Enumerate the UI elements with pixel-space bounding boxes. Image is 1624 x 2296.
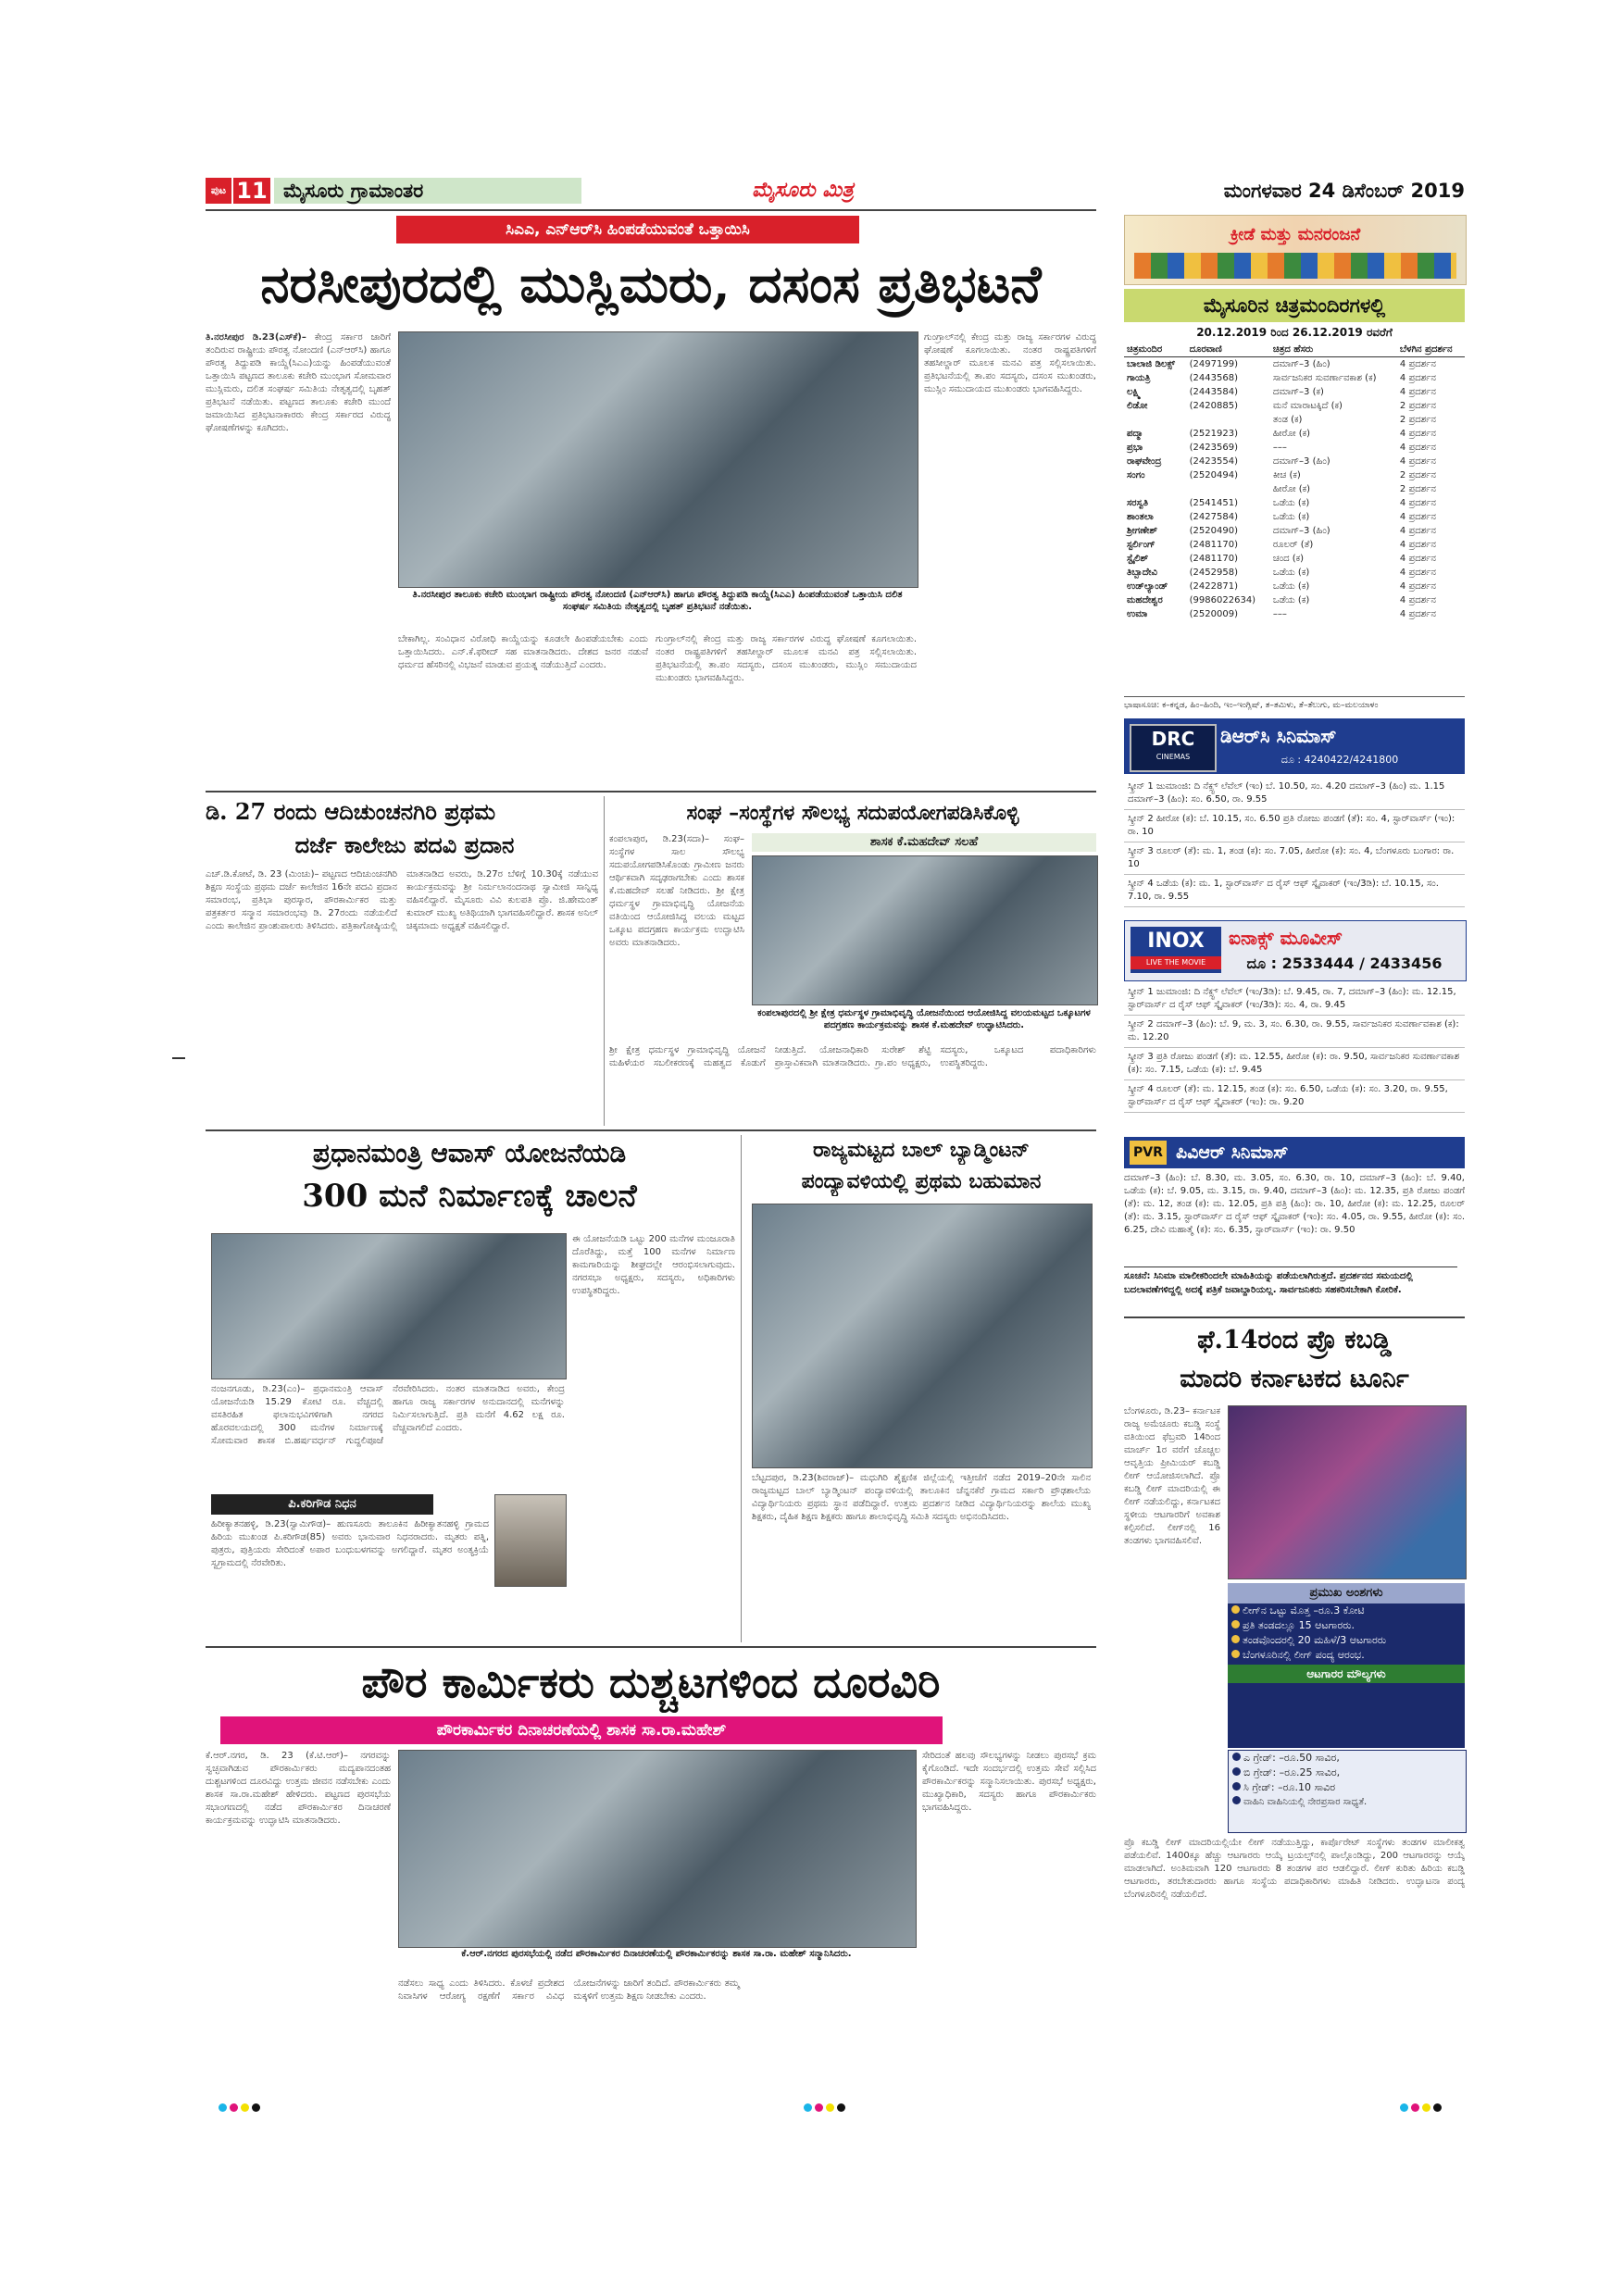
theatre-film: ಒಡೆಯ (ಕ): [1272, 568, 1310, 578]
bullet-icon: [1232, 1753, 1241, 1761]
kabaddi-body: ಬೆಂಗಳೂರು, ಡಿ.23– ಕರ್ನಾಟಕ ರಾಜ್ಯ ಅಮೆಚೂರು ಕಬಡ್ಡಿ ಸಂಸ್ಥೆ ವತಿಯಿಂದ ಫೆಬ್ರವರಿ 14ರಿಂದ ಮಾರ್ಚ್ 1ರ ವರೆಗೆ ಚೊಚ್ಚಲ ಆವೃತ್ತಿಯ ಪ್ರೀಮಿಯರ್ ಕಬಡ್ಡಿ ಲೀಗ್ ಆಯೋಜಿಸಲಾಗಿದೆ. ಪ್ರೊ ಕಬಡ್ಡಿ ಲೀಗ್ ಮಾದರಿಯಲ್ಲಿ ಈ ಲೀಗ್ ನಡೆಯಲಿದ್ದು, ಕರ್ನಾಟಕದ ಸ್ಥಳೀಯ ಆಟಗಾರರಿಗೆ ಅವಕಾಶ ಕಲ್ಪಿಸಲಿದೆ. ಲೀಗ್‌ನಲ್ಲಿ 16 ತಂಡಗಳು ಭಾಗವಹಿಸಲಿವೆ.: [1124, 1406, 1220, 1546]
theatre-row: [1124, 468, 1465, 482]
theatre-shows: 4 ಪ್ರದರ್ಶನ: [1399, 540, 1436, 550]
theatre-shows: 4 ಪ್ರದರ್ಶನ: [1399, 595, 1436, 605]
theatre-shows: 4 ಪ್ರದರ್ಶನ: [1399, 568, 1436, 578]
language-key: ಭಾಷಾಸೂಚಿ: ಕ–ಕನ್ನಡ, ಹಿಂ–ಹಿಂದಿ, ಇಂ–ಇಂಗ್ಲಿಷ್, ತ–ತಮಿಳು, ತೆ–ತೆಲುಗು, ಮ–ಮಲಯಾಳಂ: [1124, 696, 1465, 714]
theatre-shows: 4 ಪ್ರದರ್ಶನ: [1399, 359, 1436, 369]
theatre-shows: 4 ಪ್ರದರ್ಶನ: [1399, 609, 1436, 619]
theatre-row: [1124, 496, 1465, 510]
divider-mid: [206, 1129, 1096, 1131]
college-body: ಎಚ್.ಡಿ.ಕೋಟೆ, ಡಿ. 23 (ಮಿಂಚು)– ಪಟ್ಟಣದ ಆದಿಚುಂಚನಗಿರಿ ಶಿಕ್ಷಣ ಸಂಸ್ಥೆಯ ಪ್ರಥಮ ದರ್ಜೆ ಕಾಲೇಜಿನ 16ನೇ ಪದವಿ ಪ್ರದಾನ ಸಮಾರಂಭ, ಪ್ರತಿಭಾ ಪುರಸ್ಕಾರ, ಪೌರಕಾರ್ಮಿಕರ ಮತ್ತು ಪತ್ರಕರ್ತರ ಸನ್ಮಾನ ಸಮಾರಂಭವು ಡಿ. 27ರಂದು ನಡೆಯಲಿದೆ ಎಂದು ಕಾಲೇಜಿನ ಪ್ರಾಂಶುಪಾಲರು ತಿಳಿಸಿದರು. ಪತ್ರಿಕಾಗೋಷ್ಠಿಯಲ್ಲಿ ಮಾತನಾಡಿದ ಅವರು, ಡಿ.27ರ ಬೆಳಿಗ್ಗೆ 10.30ಕ್ಕೆ ನಡೆಯುವ ಕಾರ್ಯಕ್ರಮವನ್ನು ಶ್ರೀ ನಿರ್ಮಲಾನಂದನಾಥ ಸ್ವಾಮೀಜಿ ಸಾನ್ನಿಧ್ಯ ವಹಿಸಲಿದ್ದಾರೆ. ಮೈಸೂರು ವಿವಿ ಕುಲಪತಿ ಪ್ರೊ. ಜಿ.ಹೇಮಂತ್ ಕುಮಾರ್ ಮುಖ್ಯ ಅತಿಥಿಯಾಗಿ ಭಾಗವಹಿಸಲಿದ್ದಾರೆ. ಶಾಸಕ ಅನಿಲ್ ಚಿಕ್ಕಮಾದು ಅಧ್ಯಕ್ಷತೆ ವಹಿಸಲಿದ್ದಾರೆ.: [206, 869, 598, 931]
ball-body: ಬೆಟ್ಟದಪುರ, ಡಿ.23(ಶಿವರಾಜ್)– ಮಧುಗಿರಿ ಶೈಕ್ಷಣಿಕ ಜಿಲ್ಲೆಯಲ್ಲಿ ಇತ್ತೀಚೆಗೆ ನಡೆದ 2019–20ನೇ ಸಾಲಿನ ರಾಜ್ಯಮಟ್ಟದ ಬಾಲ್ ಬ್ಯಾಡ್ಮಿಂಟನ್ ಪಂದ್ಯಾವಳಿಯಲ್ಲಿ ತಾಲೂಕಿನ ಚೆನ್ನನಕೆರೆ ಗ್ರಾಮದ ಸರ್ಕಾರಿ ಪ್ರೌಢಶಾಲೆಯ ವಿದ್ಯಾರ್ಥಿನಿಯರು ಪ್ರಥಮ ಸ್ಥಾನ ಪಡೆದಿದ್ದಾರೆ. ಉತ್ತಮ ಪ್ರದರ್ಶನ ನೀಡಿದ ವಿದ್ಯಾರ್ಥಿನಿಯರನ್ನು ಶಾಲೆಯ ಮುಖ್ಯ ಶಿಕ್ಷಕರು, ದೈಹಿಕ ಶಿಕ್ಷಣ ಶಿಕ್ಷಕರು ಹಾಗೂ ಶಾಲಾಭಿವೃದ್ಧಿ ಸಮಿತಿ ಸದಸ್ಯರು ಅಭಿನಂದಿಸಿದರು.: [752, 1473, 1091, 1522]
kabaddi-headline-1: ಫೆ.14ರಂದ ಪ್ರೊ ಕಬಡ್ಡಿ: [1197, 1326, 1392, 1354]
obituary-photo: [494, 1494, 567, 1587]
inox-logo-sub: LIVE THE MOVIE: [1131, 956, 1221, 969]
col-film: ಚಿತ್ರದ ಹೆಸರು: [1270, 343, 1397, 357]
theatre-phone: (2420885): [1189, 401, 1238, 411]
sangha-photo-caption: ಕಂಪಲಾಪುರದಲ್ಲಿ ಶ್ರೀ ಕ್ಷೇತ್ರ ಧರ್ಮಸ್ಥಳ ಗ್ರಾಮಾಭಿವೃದ್ಧಿ ಯೋಜನೆಯಿಂದ ಆಯೋಜಿಸಿದ್ದ ವಲಯಮಟ್ಟದ ಒಕ್ಕೂಟಗಳ ಪದಗ್ರಹಣ ಕಾರ್ಯಕ್ರಮವನ್ನು ಶಾಸಕ ಕೆ.ಮಹದೇವ್ ಉದ್ಘಾಟಿಸಿದರು.: [757, 1008, 1091, 1030]
theatre-row: [1124, 357, 1465, 372]
theatre-shows: 4 ಪ್ರದರ್ಶನ: [1399, 429, 1436, 439]
college-headline-2: ದರ್ಜೆ ಕಾಲೇಜು ಪದವಿ ಪ್ರದಾನ: [294, 831, 515, 858]
theatre-shows: 4 ಪ್ರದರ್ಶನ: [1399, 456, 1436, 467]
theatre-name: ಬಾಲಾಜಿ ಡಿಲಕ್ಸ್: [1127, 359, 1176, 369]
magenta-dot-icon: [230, 2103, 238, 2112]
caa-photo: [398, 331, 918, 588]
col-shows: ಬೆಳಗಿನ ಪ್ರದರ್ಶನ: [1397, 343, 1465, 357]
masthead-rule: [206, 209, 1096, 211]
kabaddi-body-2: ಪ್ರೊ ಕಬಡ್ಡಿ ಲೀಗ್ ಮಾದರಿಯಲ್ಲಿಯೇ ಲೀಗ್ ನಡೆಯುತ್ತಿದ್ದು, ಕಾರ್ಪೊರೇಟ್ ಸಂಸ್ಥೆಗಳು ತಂಡಗಳ ಮಾಲೀಕತ್ವ ಪಡೆಯಲಿವೆ. 1400ಕ್ಕೂ ಹೆಚ್ಚು ಆಟಗಾರರು ಆಯ್ಕೆ ಟ್ರಯಲ್ಸ್‌ನಲ್ಲಿ ಪಾಲ್ಗೊಂಡಿದ್ದು, 200 ಆಟಗಾರರನ್ನು ಆಯ್ಕೆ ಮಾಡಲಾಗಿದೆ. ಅಂತಿಮವಾಗಿ 120 ಆಟಗಾರರು 8 ತಂಡಗಳ ಪರ ಆಡಲಿದ್ದಾರೆ. ಲೀಗ್ ಕುರಿತು ಹಿರಿಯ ಕಬಡ್ಡಿ ಆಟಗಾರರು, ತರಬೇತುದಾರರು ಹಾಗೂ ಸಂಸ್ಥೆಯ ಪದಾಧಿಕಾರಿಗಳು ಮಾಹಿತಿ ನೀಡಿದರು. ಉದ್ಘಾಟನಾ ಪಂದ್ಯ ಬೆಂಗಳೂರಿನಲ್ಲಿ ನಡೆಯಲಿದೆ.: [1124, 1838, 1465, 1900]
theatre-name: ಶ್ರೀಗಣೇಶ್: [1127, 526, 1158, 536]
prize-4: [1229, 1795, 1466, 1810]
theatre-row: [1124, 413, 1465, 427]
theatre-name: ಶಾಂತಲಾ: [1127, 512, 1154, 522]
theatre-shows: 2 ಪ್ರದರ್ಶನ: [1399, 401, 1436, 411]
theatre-row: [1124, 371, 1465, 385]
inox-header: [1124, 920, 1467, 981]
sangha-subhead: ಶಾಸಕ ಕೆ.ಮಹದೇವ್ ಸಲಹೆ: [752, 833, 1096, 852]
theatre-row: [1124, 538, 1465, 552]
theatre-row: [1124, 399, 1465, 413]
sports-banner-title: ಕ್ರೀಡೆ ಮತ್ತು ಮನರಂಜನೆ: [1230, 225, 1361, 244]
theatre-name: [1124, 482, 1187, 496]
cyan-dot-icon: [219, 2103, 227, 2112]
caa-photo-caption: ತಿ.ನರಸೀಪುರ ತಾಲೂಕು ಕಚೇರಿ ಮುಂಭಾಗ ರಾಷ್ಟ್ರೀಯ ಪೌರತ್ವ ನೋಂದಣಿ (ಎನ್‌ಆರ್‌ಸಿ) ಹಾಗೂ ಪೌರತ್ವ ತಿದ್ದುಪಡಿ ಕಾಯ್ದೆ(ಸಿಎಎ) ಹಿಂಪಡೆಯುವಂತೆ ಒತ್ತಾಯಿಸಿ ದಲಿತ ಸಂಘರ್ಷ ಸಮಿತಿಯ ನೇತೃತ್ವದಲ್ಲಿ ಬೃಹತ್ ಪ್ರತಿಭಟನೆ ನಡೆಯಿತು.: [412, 590, 903, 612]
theatre-phone: (2520494): [1189, 470, 1238, 480]
inox-phone: ದೂ : 2533444 / 2433456: [1246, 955, 1443, 972]
cyan-dot-icon: [804, 2103, 812, 2112]
sports-figures-strip: [1134, 253, 1456, 279]
black-dot-icon: [252, 2103, 260, 2112]
kabaddi-highlights-box: [1228, 1583, 1465, 1748]
highlight-1-text: ಲೀಗ್‌ನ ಒಟ್ಟು ಮೊತ್ತ –ರೂ.3 ಕೋಟಿ: [1243, 1604, 1365, 1616]
theatre-phone: (2497199): [1189, 359, 1238, 369]
theatre-name: ಸ್ಟರ್ಲಿಂಗ್: [1127, 540, 1156, 550]
page-number: 11: [233, 178, 270, 204]
drc-logo-text: DRC: [1151, 728, 1195, 750]
theatre-film: –––: [1272, 609, 1287, 619]
prize-1: [1229, 1751, 1466, 1766]
prize-1-text: ಎ ಗ್ರೇಡ್: –ರೂ.50 ಸಾವಿರ,: [1243, 1752, 1340, 1764]
theatre-phone: (2452958): [1189, 568, 1238, 578]
inox-screen-4: ಸ್ಕ್ರೀನ್ 4 ರೂಲರ್ (ತೆ): ಮ. 12.15, ತಂಡ (ಕ): ಸಂ. 6.50, ಒಡೆಯ (ಕ): ಸಂ. 3.20, ರಾ. 9.55, ಸ್ಟಾರ್‌ವಾರ್ಸ್ ದ ರೈಸ್ ಆಫ್ ಸ್ಕೈವಾಕರ್ (ಇಂ): ರಾ. 9.20: [1124, 1080, 1465, 1113]
theatre-shows: 4 ಪ್ರದರ್ಶನ: [1399, 554, 1436, 564]
theatre-table: [1124, 343, 1465, 621]
bullet-icon: [1232, 1782, 1241, 1791]
theatre-name: ಸರಸ್ವತಿ: [1127, 498, 1148, 508]
magenta-dot-icon: [1411, 2103, 1419, 2112]
bullet-icon: [1231, 1635, 1240, 1643]
caa-body-mid2: ಗುಂಗ್ರಾಲ್‌ನಲ್ಲಿ ಕೇಂದ್ರ ಮತ್ತು ರಾಜ್ಯ ಸರ್ಕಾರಗಳ ವಿರುದ್ಧ ಘೋಷಣೆ ಕೂಗಲಾಯಿತು. ನಂತರ ರಾಷ್ಟ್ರಪತಿಗಳಿಗೆ ತಹಸೀಲ್ದಾರ್ ಮೂಲಕ ಮನವಿ ಪತ್ರ ಸಲ್ಲಿಸಲಾಯಿತು. ಪ್ರತಿಭಟನೆಯಲ್ಲಿ ತಾ.ಪಂ ಸದಸ್ಯರು, ದಸಂಸ ಮುಖಂಡರು, ಮುಸ್ಲಿಂ ಸಮುದಾಯದ ಮುಖಂಡರು ಭಾಗವಹಿಸಿದ್ದರು.: [656, 634, 917, 683]
highlight-4-text: ಬೆಂಗಳೂರಿನಲ್ಲಿ ಲೀಗ್ ಪಂದ್ಯ ಆರಂಭ.: [1243, 1649, 1365, 1661]
drc-logo-sub: CINEMAS: [1156, 753, 1191, 761]
paura-photo-caption: ಕೆ.ಆರ್.ನಗರದ ಪುರಸಭೆಯಲ್ಲಿ ನಡೆದ ಪೌರಕಾರ್ಮಿಕರ ದಿನಾಚರಣೆಯಲ್ಲಿ ಪೌರಕಾರ್ಮಿಕರನ್ನು ಶಾಸಕ ಸಾ.ರಾ. ಮಹೇಶ್ ಸನ್ಮಾನಿಸಿದರು.: [461, 1949, 852, 1959]
prize-3-text: ಸಿ ಗ್ರೇಡ್: –ರೂ.10 ಸಾವಿರ: [1243, 1781, 1336, 1793]
theatre-film: –––: [1272, 443, 1287, 453]
theatre-name: ಪದ್ಮಾ: [1127, 429, 1143, 439]
theatre-title: ಮೈಸೂರಿನ ಚಿತ್ರಮಂದಿರಗಳಲ್ಲಿ: [1124, 289, 1465, 322]
sangha-photo: [752, 855, 1098, 1005]
drc-screen-2: ಸ್ಕ್ರೀನ್ 2 ಹೀರೋ (ಕ): ಬೆ. 10.15, ಸಂ. 6.50 ಪ್ರತಿ ರೋಜು ಪಂಡಗೆ (ತೆ): ಸಂ. 4, ಸ್ಟಾರ್‌ವಾರ್ಸ್ (ಇಂ): ರಾ. 10: [1124, 810, 1465, 842]
inox-logo-text: INOX: [1147, 930, 1205, 953]
bullet-icon: [1232, 1767, 1241, 1776]
caa-body-right: ಗುಂಗ್ರಾಲ್‌ನಲ್ಲಿ ಕೇಂದ್ರ ಮತ್ತು ರಾಜ್ಯ ಸರ್ಕಾರಗಳ ವಿರುದ್ಧ ಘೋಷಣೆ ಕೂಗಲಾಯಿತು. ನಂತರ ರಾಷ್ಟ್ರಪತಿಗಳಿಗೆ ತಹಸೀಲ್ದಾರ್ ಮೂಲಕ ಮನವಿ ಪತ್ರ ಸಲ್ಲಿಸಲಾಯಿತು. ಪ್ರತಿಭಟನೆಯಲ್ಲಿ ತಾ.ಪಂ ಸದಸ್ಯರು, ದಸಂಸ ಮುಖಂಡರು, ಮುಸ್ಲಿಂ ಸಮುದಾಯದ ಮುಖಂಡರು ಭಾಗವಹಿಸಿದ್ದರು.: [924, 332, 1096, 394]
theatre-row: [1124, 593, 1465, 607]
highlight-4: [1228, 1648, 1465, 1663]
bullet-icon: [1231, 1650, 1240, 1658]
caa-dateline: ತಿ.ನರಸೀಪುರ ಡಿ.23(ಎಸ್‌ಕೆ)–: [206, 332, 306, 343]
theatre-name: ಲಿಡೋ: [1127, 401, 1148, 411]
theatre-film: ಒಡೆಯ (ಕ): [1272, 595, 1310, 605]
theatre-phone: (2520009): [1189, 609, 1238, 619]
divider-kabaddi: [1124, 1316, 1465, 1318]
inox-screen-1: ಸ್ಕ್ರೀನ್ 1 ಜುಮಾಂಜಿ: ದಿ ನೆಕ್ಸ್ಟ್ ಲೆವೆಲ್ (ಇಂ/3ಡಿ): ಬೆ. 9.45, ರಾ. 7, ದಮಾಗ್–3 (ಹಿಂ): ಮ. 12.15, ಸ್ಟಾರ್‌ವಾರ್ಸ್ ದ ರೈಸ್ ಆಫ್ ಸ್ಕೈವಾಕರ್ (ಇಂ/3ಡಿ): ಸಂ. 4, ರಾ. 9.45: [1124, 983, 1465, 1016]
bullet-icon: [1231, 1605, 1240, 1614]
prize-4-text: ವಾಹಿನಿ ವಾಹಿನಿಯಲ್ಲಿ ನೇರಪ್ರಸಾರ ಸಾಧ್ಯತೆ.: [1243, 1797, 1368, 1807]
theatre-shows: 4 ಪ್ರದರ್ಶನ: [1399, 443, 1436, 453]
black-dot-icon: [1433, 2103, 1442, 2112]
theatre-name: [1124, 413, 1187, 427]
paura-body-right: ಸೇರಿದಂತೆ ಹಲವು ಸೌಲಭ್ಯಗಳನ್ನು ನೀಡಲು ಪುರಸಭೆ ಕ್ರಮ ಕೈಗೊಂಡಿದೆ. ಇದೇ ಸಂದರ್ಭದಲ್ಲಿ ಉತ್ತಮ ಸೇವೆ ಸಲ್ಲಿಸಿದ ಪೌರಕಾರ್ಮಿಕರನ್ನು ಸನ್ಮಾನಿಸಲಾಯಿತು. ಪುರಸಭೆ ಅಧ್ಯಕ್ಷರು, ಮುಖ್ಯಾಧಿಕಾರಿ, ಸದಸ್ಯರು ಹಾಗೂ ಪೌರಕಾರ್ಮಿಕರು ಭಾಗವಹಿಸಿದ್ದರು.: [922, 1751, 1096, 1813]
paura-subhead: ಪೌರಕಾರ್ಮಿಕರ ದಿನಾಚರಣೆಯಲ್ಲಿ ಶಾಸಕ ಸಾ.ರಾ.ಮಹೇಶ್: [220, 1716, 943, 1744]
yellow-dot-icon: [241, 2103, 249, 2112]
theatre-shows: 2 ಪ್ರದರ್ಶನ: [1399, 415, 1436, 425]
theatre-row: [1124, 607, 1465, 621]
drc-phone: ದೂ : 4240422/4241800: [1280, 754, 1399, 766]
column-marker: [172, 1057, 185, 1059]
awas-body: ನಂಜನಗೂಡು, ಡಿ.23(ಎಂ)– ಪ್ರಧಾನಮಂತ್ರಿ ಆವಾಸ್ ಯೋಜನೆಯಡಿ 15.29 ಕೋಟಿ ರೂ. ವೆಚ್ಚದಲ್ಲಿ ವಸತಿರಹಿತ ಫಲಾನುಭವಿಗಳಿಗಾಗಿ ನಗರದ ಹೊರವಲಯದಲ್ಲಿ 300 ಮನೆಗಳ ನಿರ್ಮಾಣಕ್ಕೆ ಸೋಮವಾರ ಶಾಸಕ ಬಿ.ಹರ್ಷವರ್ಧನ್ ಗುದ್ದಲಿಪೂಜೆ ನೆರವೇರಿಸಿದರು. ನಂತರ ಮಾತನಾಡಿದ ಅವರು, ಕೇಂದ್ರ ಹಾಗೂ ರಾಜ್ಯ ಸರ್ಕಾರಗಳ ಅನುದಾನದಲ್ಲಿ ಮನೆಗಳನ್ನು ನಿರ್ಮಿಸಲಾಗುತ್ತಿದೆ. ಪ್ರತಿ ಮನೆಗೆ 4.62 ಲಕ್ಷ ರೂ. ವೆಚ್ಚವಾಗಲಿದೆ ಎಂದರು.: [211, 1384, 565, 1446]
pvr-logo: PVR: [1130, 1141, 1167, 1165]
theatre-phone: (2427584): [1189, 512, 1238, 522]
bullet-icon: [1232, 1796, 1241, 1804]
theatre-film: ಸಾರ್ವಜನಿಕರ ಸುವರ್ಣಾವಕಾಶ (ಕ): [1272, 373, 1377, 383]
drc-screen-3: ಸ್ಕ್ರೀನ್ 3 ರೂಲರ್ (ತೆ): ಮ. 1, ತಂಡ (ಕ): ಸಂ. 7.05, ಹೀರೋ (ಕ): ಸಂ. 4, ಬೆಂಗಳೂರು ಬಂಗಾರ: ರಾ. 10: [1124, 842, 1465, 875]
theatre-shows: 4 ಪ್ರದರ್ಶನ: [1399, 387, 1436, 397]
theatre-film: ದಮಾಗ್–3 (ಹಿಂ): [1272, 456, 1330, 467]
col-theatre: ಚಿತ್ರಮಂದಿರ: [1124, 343, 1187, 357]
theatre-phone: (2541451): [1189, 498, 1238, 508]
theatre-row: [1124, 482, 1465, 496]
paura-body-mid: ನಡೆಸಲು ಸಾಧ್ಯ ಎಂದು ತಿಳಿಸಿದರು. ಕೊಳಚೆ ಪ್ರದೇಶದ ನಿವಾಸಿಗಳ ಆರೋಗ್ಯ ರಕ್ಷಣೆಗೆ ಸರ್ಕಾರ ವಿವಿಧ ಯೋಜನೆಗಳನ್ನು ಜಾರಿಗೆ ತಂದಿದೆ. ಪೌರಕಾರ್ಮಿಕರು ತಮ್ಮ ಮಕ್ಕಳಿಗೆ ಉತ್ತಮ ಶಿಕ್ಷಣ ನೀಡಬೇಕು ಎಂದರು.: [398, 1978, 740, 2002]
theatre-shows: 4 ಪ್ರದರ್ಶನ: [1399, 581, 1436, 592]
theatre-name: ಉಡ್‌ಲ್ಯಾಂಡ್: [1127, 581, 1168, 592]
drc-title: ಡಿಆರ್‌ಸಿ ಸಿನಿಮಾಸ್: [1220, 725, 1337, 747]
caa-body-mid: ಬೇಕಾಗಿಲ್ಲ. ಸಂವಿಧಾನ ವಿರೋಧಿ ಕಾಯ್ದೆಯನ್ನು ಕೂಡಲೇ ಹಿಂಪಡೆಯಬೇಕು ಎಂದು ಒತ್ತಾಯಿಸಿದರು. ಎನ್.ಕೆ.ಫರೀದ್ ಸಹ ಮಾತನಾಡಿದರು. ದೇಶದ ಜನರ ನಡುವೆ ಧರ್ಮದ ಹೆಸರಿನಲ್ಲಿ ವಿಭಜನೆ ಮಾಡುವ ಪ್ರಯತ್ನ ನಡೆಯುತ್ತಿದೆ ಎಂದರು.: [398, 634, 648, 670]
drc-screen-1: ಸ್ಕ್ರೀನ್ 1 ಜುಮಾಂಜಿ: ದಿ ನೆಕ್ಸ್ಟ್ ಲೆವೆಲ್ (ಇಂ) ಬೆ. 10.50, ಸಂ. 4.20 ದಮಾಗ್–3 (ಹಿಂ) ಮ. 1.15 ದಮಾಗ್–3 (ಹಿಂ): ಸಂ. 6.50, ರಾ. 9.55: [1124, 778, 1465, 810]
pvr-header: [1124, 1137, 1465, 1168]
prize-title: ಆಟಗಾರರ ಮೌಲ್ಯಗಳು: [1228, 1665, 1465, 1683]
theatre-film: ಕೀಚ (ಕ): [1272, 470, 1301, 480]
theatre-row: [1124, 566, 1465, 580]
paper-logo: ಮೈಸೂರು ಮಿತ್ರ: [752, 178, 854, 202]
theatre-phone: (2423554): [1189, 456, 1238, 467]
pvr-title: ಪಿವಿಆರ್ ಸಿನಿಮಾಸ್: [1176, 1142, 1289, 1163]
prize-2-text: ಬಿ ಗ್ರೇಡ್: –ರೂ.25 ಸಾವಿರ,: [1243, 1766, 1341, 1778]
obituary-title: ಪಿ.ಕರಿಗೌಡ ನಿಧನ: [211, 1494, 433, 1515]
theatre-table-wrap: [1124, 343, 1465, 694]
theatre-film: ಒಡೆಯ (ಕ): [1272, 581, 1310, 592]
theatre-row: [1124, 455, 1465, 468]
section-title: ಮೈಸೂರು ಗ್ರಾಮಾಂತರ: [274, 178, 581, 204]
theatre-row: [1124, 427, 1465, 441]
theatre-name: ಉಮಾ: [1127, 609, 1148, 619]
theatre-name: ಗಾಯತ್ರಿ: [1127, 373, 1151, 383]
sangha-body-2: ಶ್ರೀ ಕ್ಷೇತ್ರ ಧರ್ಮಸ್ಥಳ ಗ್ರಾಮಾಭಿವೃದ್ಧಿ ಯೋಜನೆ ಮಹಿಳೆಯರ ಸಬಲೀಕರಣಕ್ಕೆ ಮಹತ್ವದ ಕೊಡುಗೆ ನೀಡುತ್ತಿದೆ. ಯೋಜನಾಧಿಕಾರಿ ಸುರೇಶ್ ಶೆಟ್ಟಿ ಪ್ರಾಸ್ತಾವಿಕವಾಗಿ ಮಾತನಾಡಿದರು. ಗ್ರಾ.ಪಂ ಅಧ್ಯಕ್ಷರು, ಸದಸ್ಯರು, ಒಕ್ಕೂಟದ ಪದಾಧಿಕಾರಿಗಳು ಉಪಸ್ಥಿತರಿದ್ದರು.: [609, 1045, 1096, 1068]
theatre-phone: (9986022634): [1189, 595, 1256, 605]
theatre-phone: [1187, 413, 1270, 427]
theatre-date-range: 20.12.2019 ರಿಂದ 26.12.2019 ರವರೆಗೆ: [1196, 326, 1393, 339]
highlight-3: [1228, 1633, 1465, 1648]
black-dot-icon: [837, 2103, 845, 2112]
theatre-row: [1124, 524, 1465, 538]
color-registration-left: [219, 2098, 274, 2109]
awas-headline-1: ಪ್ರಧಾನಮಂತ್ರಿ ಆವಾಸ್ ಯೋಜನೆಯಡಿ: [312, 1138, 627, 1168]
theatre-phone: (2443568): [1189, 373, 1238, 383]
caa-body-left: [206, 331, 391, 785]
page-label: ಪುಟ: [206, 178, 231, 204]
theatre-name: ಸಂಗಂ: [1127, 470, 1145, 480]
col-phone: ದೂರವಾಣಿ: [1187, 343, 1270, 357]
theatre-phone: (2481170): [1189, 554, 1238, 564]
bullet-icon: [1231, 1620, 1240, 1628]
inox-screen-3: ಸ್ಕ್ರೀನ್ 3 ಪ್ರತಿ ರೋಜು ಪಂಡಗೆ (ತೆ): ಮ. 12.55, ಹೀರೋ (ಕ): ರಾ. 9.50, ಸಾರ್ವಜನಿಕರ ಸುವರ್ಣಾವಕಾಶ (ಕ): ಸಂ. 7.15, ಒಡೆಯ (ಕ): ಬೆ. 9.45: [1124, 1048, 1465, 1080]
ball-photo: [752, 1204, 1093, 1468]
theatre-shows: 4 ಪ್ರದರ್ಶನ: [1399, 498, 1436, 508]
theatre-phone: (2520490): [1189, 526, 1238, 536]
pvr-note: ಸೂಚನೆ: ಸಿನಿಮಾ ಮಾಲೀಕರಿಂದಲೇ ಮಾಹಿತಿಯನ್ನು ಪಡೆಯಲಾಗಿರುತ್ತದೆ. ಪ್ರದರ್ಶನದ ಸಮಯದಲ್ಲಿ ಬದಲಾವಣೆಗಳಿದ್ದಲ್ಲಿ ಅದಕ್ಕೆ ಪತ್ರಿಕೆ ಜವಾಬ್ದಾರಿಯಲ್ಲ. ಸಾರ್ವಜನಿಕರು ಸಹಕರಿಸಬೇಕಾಗಿ ಕೋರಿಕೆ.: [1124, 1267, 1457, 1312]
awas-body-2: ಈ ಯೋಜನೆಯಡಿ ಒಟ್ಟು 200 ಮನೆಗಳ ಮಂಜೂರಾತಿ ದೊರೆತಿದ್ದು, ಮತ್ತೆ 100 ಮನೆಗಳ ನಿರ್ಮಾಣ ಕಾಮಗಾರಿಯನ್ನು ಶೀಘ್ರದಲ್ಲೇ ಆರಂಭಿಸಲಾಗುವುದು. ನಗರಸಭಾ ಅಧ್ಯಕ್ಷರು, ಸದಸ್ಯರು, ಅಧಿಕಾರಿಗಳು ಉಪಸ್ಥಿತರಿದ್ದರು.: [572, 1234, 735, 1296]
theatre-phone: (2443584): [1189, 387, 1238, 397]
theatre-shows: 2 ಪ್ರದರ್ಶನ: [1399, 470, 1436, 480]
inox-title: ಐನಾಕ್ಸ್ ಮೂವೀಸ್: [1229, 927, 1343, 949]
highlight-2: [1228, 1618, 1465, 1633]
drc-screen-4: ಸ್ಕ್ರೀನ್ 4 ಒಡೆಯ (ಕ): ಮ. 1, ಸ್ಟಾರ್‌ವಾರ್ಸ್ ದ ರೈಸ್ ಆಫ್ ಸ್ಕೈವಾಕರ್ (ಇಂ/3ಡಿ): ಬೆ. 10.15, ಸಂ. 7.10, ರಾ. 9.55: [1124, 875, 1465, 907]
theatre-phone: (2423569): [1189, 443, 1238, 453]
theatre-row: [1124, 385, 1465, 399]
theatre-name: ತಿಬ್ಬಾದೇವಿ: [1127, 568, 1157, 578]
drc-logo: [1130, 724, 1217, 772]
theatre-film: ದಮಾಗ್–3 (ಹಿಂ): [1272, 526, 1330, 536]
theatre-row: [1124, 580, 1465, 593]
highlight-3-text: ತಂಡವೊಂದರಲ್ಲಿ 20 ಮಹಿಳೆ/3 ಆಟಗಾರರು: [1243, 1634, 1387, 1646]
pvr-listing: ದಮಾಗ್–3 (ಹಿಂ): ಬೆ. 8.30, ಮ. 3.05, ಸಂ. 6.30, ರಾ. 10, ದಮಾಗ್–3 (ಹಿಂ): ಬೆ. 9.40, ಒಡೆಯ (ಕ): ಬೆ. 9.05, ಮ. 3.15, ರಾ. 9.40, ದಮಾಗ್–3 (ಹಿಂ): ಮ. 12.35, ಪ್ರತಿ ರೋಜು ಪಂಡಗೆ (ತೆ): ಮ. 12, ತಂಡ (ಕ): ಮ. 12.05, ಪ್ರತಿ ಪತ್ರಿ (ಹಿಂ): ರಾ. 10, ಹೀರೋ (ಕ): ಮ. 12.25, ರೂಲರ್ (ತೆ): ಮ. 3.15, ಸ್ಟಾರ್‌ವಾರ್ಸ್ ದ ರೈಸ್ ಆಫ್ ಸ್ಕೈವಾಕರ್ (ಇಂ): ಸಂ. 4.05, ರಾ. 9.55, ಹೀರೋ (ಕ): ಸಂ. 6.25, ದೇವಿ ಮಹಾತ್ಮೆ (ಕ): ಸಂ. 6.35, ಸ್ಟಾರ್‌ವಾರ್ಸ್ (ಇಂ): ರಾ. 9.50: [1124, 1173, 1465, 1235]
theatre-shows: 4 ಪ್ರದರ್ಶನ: [1399, 373, 1436, 383]
caa-headline: ನರಸೀಪುರದಲ್ಲಿ ಮುಸ್ಲಿಮರು, ದಸಂಸ ಪ್ರತಿಭಟನೆ: [260, 254, 1042, 315]
theatre-film: ದಮಾಗ್–3 (ಹಿಂ): [1272, 359, 1330, 369]
college-headline-1: ಡಿ. 27 ರಂದು ಆದಿಚುಂಚನಗಿರಿ ಪ್ರಥಮ: [206, 798, 496, 825]
cyan-dot-icon: [1400, 2103, 1408, 2112]
theatre-row: [1124, 441, 1465, 455]
yellow-dot-icon: [1422, 2103, 1430, 2112]
obituary-body: ಹಿರೀಕ್ಯಾತನಹಳ್ಳಿ, ಡಿ.23(ಸ್ವಾಮಿಗೌಡ)– ಹುಣಸೂರು ತಾಲೂಕಿನ ಹಿರೀಕ್ಯಾತನಹಳ್ಳಿ ಗ್ರಾಮದ ಹಿರಿಯ ಮುಖಂಡ ಪಿ.ಕರಿಗೌಡ(85) ಅವರು ಭಾನುವಾರ ನಿಧನರಾದರು. ಮೃತರು ಪತ್ನಿ, ಪುತ್ರರು, ಪುತ್ರಿಯರು ಸೇರಿದಂತೆ ಅಪಾರ ಬಂಧುಬಳಗವನ್ನು ಅಗಲಿದ್ದಾರೆ. ಮೃತರ ಅಂತ್ಯಕ್ರಿಯೆ ಸ್ವಗ್ರಾಮದಲ್ಲಿ ನೆರವೇರಿತು.: [211, 1519, 489, 1568]
drc-screens: [1124, 778, 1465, 917]
color-registration-center: [804, 2098, 859, 2109]
paura-headline: ಪೌರ ಕಾರ್ಮಿಕರು ದುಶ್ಚಟಗಳಿಂದ ದೂರವಿರಿ: [361, 1657, 941, 1707]
caa-body-left-text: ಕೇಂದ್ರ ಸರ್ಕಾರ ಜಾರಿಗೆ ತಂದಿರುವ ರಾಷ್ಟ್ರೀಯ ಪೌರತ್ವ ನೋಂದಣಿ (ಎನ್‌ಆರ್‌ಸಿ) ಹಾಗೂ ಪೌರತ್ವ ತಿದ್ದುಪಡಿ ಕಾಯ್ದೆ(ಸಿಎಎ)ಯನ್ನು ಹಿಂಪಡೆಯುವಂತೆ ಒತ್ತಾಯಿಸಿ ಪಟ್ಟಣದ ತಾಲೂಕು ಕಚೇರಿ ಮುಂಭಾಗ ಸೋಮವಾರ ಮುಸ್ಲಿಮರು, ದಲಿತ ಸಂಘರ್ಷ ಸಮಿತಿಯ ನೇತೃತ್ವದಲ್ಲಿ ಬೃಹತ್ ಪ್ರತಿಭಟನೆ ನಡೆಯಿತು. ಪಟ್ಟಣದ ತಾಲೂಕು ಕಚೇರಿ ಮುಂದೆ ಜಮಾಯಿಸಿದ ಪ್ರತಿಭಟನಾಕಾರರು ಕೇಂದ್ರ ಸರ್ಕಾರದ ವಿರುದ್ಧ ಘೋಷಣೆಗಳನ್ನು ಕೂಗಿದರು.: [206, 332, 391, 433]
caa-kicker: ಸಿಎಎ, ಎನ್‌ಆರ್‌ಸಿ ಹಿಂಪಡೆಯುವಂತೆ ಒತ್ತಾಯಿಸಿ: [396, 216, 859, 243]
sangha-headline: ಸಂಘ –ಸಂಸ್ಥೆಗಳ ಸೌಲಭ್ಯ ಸದುಪಯೋಗಪಡಿಸಿಕೊಳ್ಳಿ: [686, 801, 1019, 825]
issue-date: ಮಂಗಳವಾರ 24 ಡಿಸೆಂಬರ್ 2019: [1223, 180, 1465, 202]
theatre-row: [1124, 552, 1465, 566]
theatre-shows: 4 ಪ್ರದರ್ಶನ: [1399, 526, 1436, 536]
ball-headline-2: ಪಂದ್ಯಾವಳಿಯಲ್ಲಿ ಪ್ರಥಮ ಬಹುಮಾನ: [801, 1169, 1042, 1193]
theatre-film: ಒಡೆಯ (ಕ): [1272, 498, 1310, 508]
awas-photo: [211, 1233, 567, 1379]
theatre-name: ಮಹದೇಶ್ವರ: [1127, 595, 1163, 605]
paura-photo: [398, 1750, 917, 1948]
theatre-film: ದಮಾಗ್–3 (ಕ): [1272, 387, 1324, 397]
divider-caa: [206, 791, 1096, 792]
prize-2: [1229, 1766, 1466, 1780]
theatre-film: ಒಡೆಯ (ಕ): [1272, 512, 1310, 522]
theatre-film: ತಂಡ (ಕ): [1272, 415, 1303, 425]
masthead: [206, 174, 1465, 207]
highlights-title: ಪ್ರಮುಖ ಅಂಶಗಳು: [1228, 1583, 1465, 1603]
drc-header: [1124, 718, 1465, 774]
theatre-film: ರೂಲರ್ (ತೆ): [1272, 540, 1314, 550]
theatre-name: ಪ್ರಭಾ: [1127, 443, 1143, 453]
theatre-phone: [1187, 482, 1270, 496]
inox-screens: [1124, 983, 1465, 1133]
vertical-divider-ball: [741, 1135, 742, 1642]
theatre-film: ಹೀರೋ (ಕ): [1272, 429, 1311, 439]
highlight-2-text: ಪ್ರತಿ ತಂಡದಲ್ಲೂ 15 ಆಟಗಾರರು.: [1243, 1619, 1355, 1631]
prize-3: [1229, 1780, 1466, 1795]
kabaddi-prize-list: [1228, 1750, 1467, 1833]
divider-paura: [206, 1646, 1096, 1648]
theatre-name: ರಾಘವೇಂದ್ರ: [1127, 456, 1162, 467]
theatre-row: [1124, 510, 1465, 524]
theatre-film: ಹೀರೋ (ಕ): [1272, 484, 1311, 494]
theatre-shows: 2 ಪ್ರದರ್ಶನ: [1399, 484, 1436, 494]
sangha-body: ಕಂಪಲಾಪುರ, ಡಿ.23(ಸದಾ)– ಸಂಘ–ಸಂಸ್ಥೆಗಳ ಸಾಲ ಸೌಲಭ್ಯ ಸದುಪಯೋಗಪಡಿಸಿಕೊಂಡು ಗ್ರಾಮೀಣ ಜನರು ಆರ್ಥಿಕವಾಗಿ ಸದೃಢರಾಗಬೇಕು ಎಂದು ಶಾಸಕ ಕೆ.ಮಹದೇವ್ ಸಲಹೆ ನೀಡಿದರು. ಶ್ರೀ ಕ್ಷೇತ್ರ ಧರ್ಮಸ್ಥಳ ಗ್ರಾಮಾಭಿವೃದ್ಧಿ ಯೋಜನೆಯ ವತಿಯಿಂದ ಆಯೋಜಿಸಿದ್ದ ವಲಯ ಮಟ್ಟದ ಒಕ್ಕೂಟ ಪದಗ್ರಹಣ ಕಾರ್ಯಕ್ರಮ ಉದ್ಘಾಟಿಸಿ ಅವರು ಮಾತನಾಡಿದರು.: [609, 834, 744, 948]
theatre-shows: 4 ಪ್ರದರ್ಶನ: [1399, 512, 1436, 522]
theatre-phone: (2481170): [1189, 540, 1238, 550]
theatre-film: ಮನೆ ಮಾರಾಟಕ್ಕಿದೆ (ಕ): [1272, 401, 1343, 411]
kabaddi-photo: [1228, 1405, 1467, 1579]
theatre-phone: (2521923): [1189, 429, 1238, 439]
entertainment-banner: [1124, 215, 1467, 285]
theatre-phone: (2422871): [1189, 581, 1238, 592]
magenta-dot-icon: [815, 2103, 823, 2112]
theatre-name: ಸ್ಟೈಲಿಶ್: [1127, 554, 1149, 564]
paura-body-left: ಕೆ.ಆರ್.ನಗರ, ಡಿ. 23 (ಕೆ.ಟಿ.ಆರ್)– ನಗರವನ್ನು ಸ್ವಚ್ಛವಾಗಿಡುವ ಪೌರಕಾರ್ಮಿಕರು ಮದ್ಯಪಾನದಂತಹ ದುಶ್ಚಟಗಳಿಂದ ದೂರವಿದ್ದು ಉತ್ತಮ ಜೀವನ ನಡೆಸಬೇಕು ಎಂದು ಶಾಸಕ ಸಾ.ರಾ.ಮಹೇಶ್ ಹೇಳಿದರು. ಪಟ್ಟಣದ ಪುರಸಭೆಯ ಸಭಾಂಗಣದಲ್ಲಿ ನಡೆದ ಪೌರಕಾರ್ಮಿಕರ ದಿನಾಚರಣೆ ಕಾರ್ಯಕ್ರಮವನ್ನು ಉದ್ಘಾಟಿಸಿ ಮಾತನಾಡಿದರು.: [206, 1751, 391, 1826]
theatre-name: ಲಕ್ಷ್ಮಿ: [1127, 387, 1141, 397]
highlight-1: [1228, 1603, 1465, 1618]
yellow-dot-icon: [826, 2103, 834, 2112]
awas-headline-2: 300 ಮನೆ ನಿರ್ಮಾಣಕ್ಕೆ ಚಾಲನೆ: [302, 1178, 637, 1215]
inox-logo: [1131, 927, 1221, 973]
inox-screen-2: ಸ್ಕ್ರೀನ್ 2 ದಮಾಗ್–3 (ಹಿಂ): ಬೆ. 9, ಮ. 3, ಸಂ. 6.30, ರಾ. 9.55, ಸಾರ್ವಜನಿಕರ ಸುವರ್ಣಾವಕಾಶ (ಕ): ಮ. 12.20: [1124, 1016, 1465, 1048]
color-registration-right: [1400, 2098, 1455, 2109]
theatre-film: ಚಂದ (ಕ): [1272, 554, 1305, 564]
ball-headline-1: ರಾಜ್ಯಮಟ್ಟದ ಬಾಲ್ ಬ್ಯಾಡ್ಮಿಂಟನ್: [813, 1138, 1030, 1162]
vertical-divider-sangha: [604, 796, 605, 1126]
kabaddi-headline-2: ಮಾದರಿ ಕರ್ನಾಟಕದ ಟೂರ್ನಿ: [1180, 1365, 1409, 1393]
